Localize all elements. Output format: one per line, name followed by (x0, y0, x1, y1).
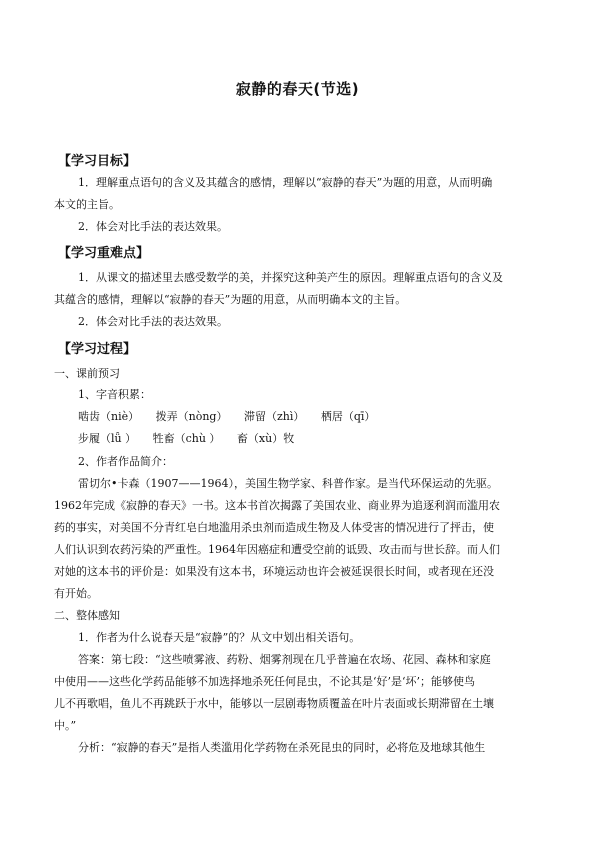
text-line: 对她的这本书的评价是：如果没有这本书，环境运动也许会被延误很长时间，或者现在还没 (54, 565, 494, 578)
section-heading-process: 【学习过程】 (58, 342, 137, 357)
text-line: 儿不再歌唱，鱼儿不再跳跃于水中，能够以一层剧毒物质覆盖在叶片表面或长期滞留在土壤 (54, 697, 494, 710)
text-line: 1、字音积累： (78, 388, 151, 401)
text-line: 一、课前预习 (54, 367, 120, 380)
text-line: 中使用——这些化学药品能够不加选择地杀死任何昆虫，不论其是‘好’是‘坏’；能够使鸟 (54, 675, 475, 688)
text-line: 本文的主旨。 (54, 198, 120, 211)
text-line: 1962年完成《寂静的春天》一书。这本书首次揭露了美国农业、商业界为追逐利润而滥用农 (54, 499, 500, 512)
text-line: 分析：“寂静的春天”是指人类滥用化学药物在杀死昆虫的同时，必将危及地球其他生 (78, 741, 486, 754)
text-line: 有开始。 (54, 587, 98, 600)
text-line: 中。” (54, 719, 77, 732)
text-line: 其蕴含的感情，理解以“寂静的春天”为题的用意，从而明确本文的主旨。 (54, 293, 407, 306)
text-line: 步履（lǚ ） 牲畜（chù ） 畜（xù）牧 (78, 432, 295, 445)
text-line: 人们认识到农药污染的严重性。1964年因癌症和遭受空前的诋毁、攻击而与世长辞。而人们 (54, 543, 500, 556)
text-line: 1．从课文的描述里去感受数学的美，并探究这种美产生的原因。理解重点语句的含义及 (78, 271, 503, 284)
document-title: 寂静的春天(节选) (235, 80, 360, 98)
text-line: 啮齿（niè） 拨弄（nòng） 滞留（zhì） 栖居（qī） (78, 410, 376, 423)
section-heading-goals: 【学习目标】 (58, 154, 137, 169)
text-line: 1．理解重点语句的含义及其蕴含的感情，理解以“寂静的春天”为题的用意，从而明确 (78, 176, 493, 189)
text-line: 2．体会对比手法的表达效果。 (78, 220, 228, 233)
text-line: 2．体会对比手法的表达效果。 (78, 315, 228, 328)
text-line: 1．作者为什么说春天是“寂静”的？从文中划出相关语句。 (78, 631, 361, 644)
text-line: 二、整体感知 (54, 609, 120, 622)
text-line: 雷切尔•卡森（1907——1964），美国生物学家、科普作家。是当代环保运动的先驱。 (78, 477, 498, 490)
section-heading-key-points: 【学习重难点】 (58, 246, 150, 261)
text-line: 答案：第七段：“这些喷雾液、药粉、烟雾剂现在几乎普遍在农场、花园、森林和家庭 (78, 653, 491, 666)
text-line: 药的事实，对美国不分青红皂白地滥用杀虫剂而造成生物及人体受害的情况进行了抨击，使 (54, 521, 494, 534)
text-line: 2、作者作品简介： (78, 455, 173, 468)
